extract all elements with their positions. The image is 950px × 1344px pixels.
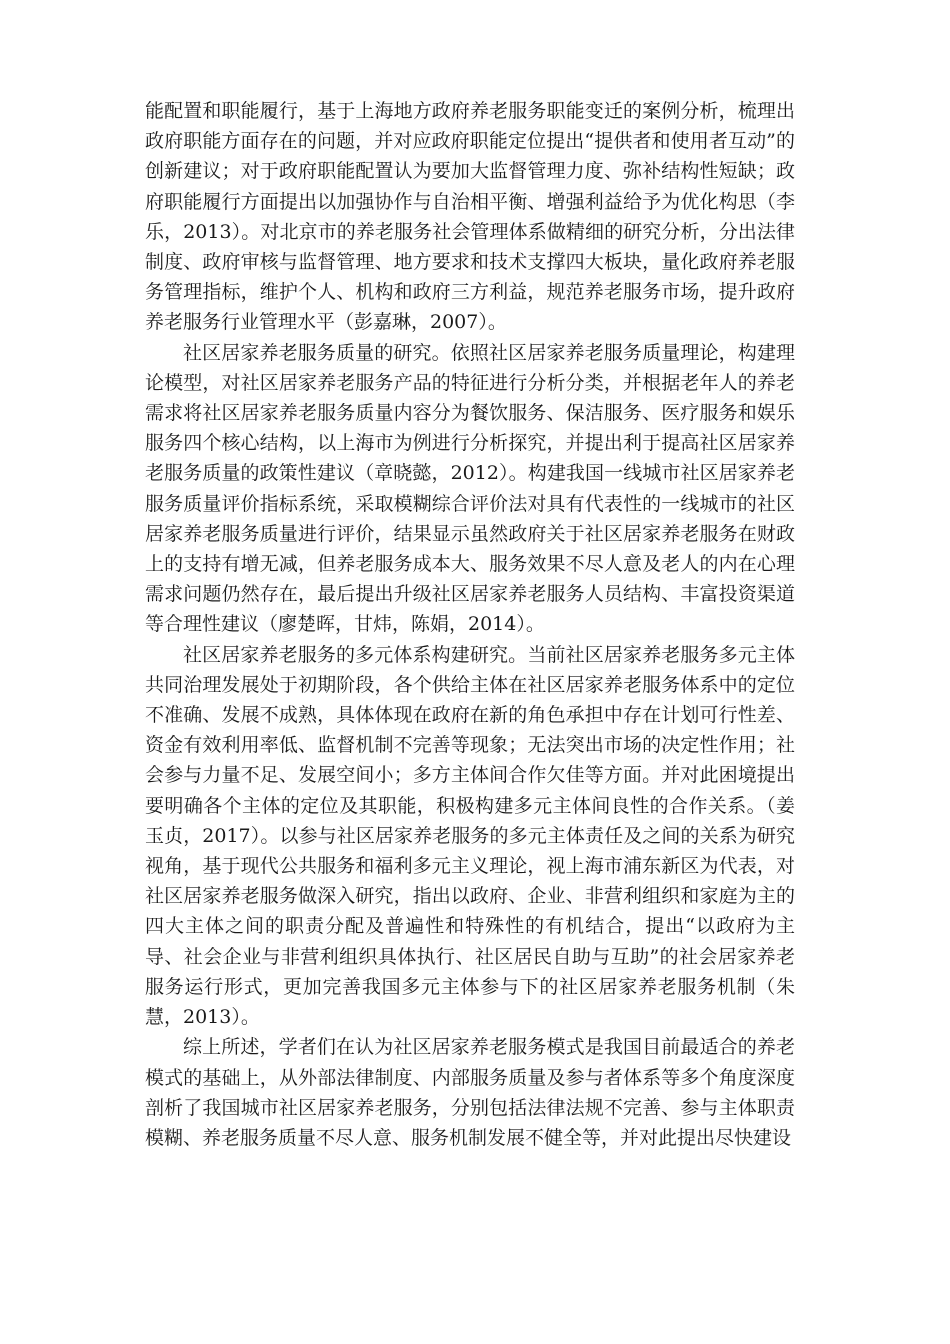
paragraph-multi-actor-system: 社区居家养老服务的多元体系构建研究。当前社区居家养老服务多元主体共同治理发展处于初期阶段，各个供给主体在社区居家养老服务体系中的定位不准确、发展不成熟，具体体现在政府在新的角色承担中存在计划可行性差、资金有效利用率低、监督机制不完善等现象；无法突出市场的决定性作用；社会参与力量不足、发展空间小；多方主体间合作欠佳等方面。并对此困境提出要明确各个主体的定位及其职能，积极构建多元主体间良性的合作关系。（姜玉贞，2017）。以参与社区居家养老服务的多元主体责任及之间的关系为研究视角，基于现代公共服务和福利多元主义理论，视上海市浦东新区为代表，对社区居家养老服务做深入研究，指出以政府、企业、非营利组织和家庭为主的四大主体之间的职责分配及普遍性和特殊性的有机结合，提出“以政府为主导、社会企业与非营利组织具体执行、社区居民自助与互助”的社会居家养老服务运行形式，更加完善我国多元主体参与下的社区居家养老服务机制（朱慧，2013）。	[145, 643, 795, 1029]
document-page	[145, 96, 795, 1153]
paragraph-service-quality: 社区居家养老服务质量的研究。依照社区居家养老服务质量理论，构建理论模型，对社区居家养老服务产品的特征进行分析分类，并根据老年人的养老需求将社区居家养老服务质量内容分为餐饮服务、保洁服务、医疗服务和娱乐服务四个核心结构，以上海市为例进行分析探究，并提出利于提高社区居家养老服务质量的政策性建议（章晓懿，2012）。构建我国一线城市社区居家养老服务质量评价指标系统，采取模糊综合评价法对具有代表性的一线城市的社区居家养老服务质量进行评价，结果显示虽然政府关于社区居家养老服务在财政上的支持有增无减，但养老服务成本大、服务效果不尽人意及老人的内在心理需求问题仍然存在，最后提出升级社区居家养老服务人员结构、丰富投资渠道等合理性建议（廖楚晖，甘炜，陈娟，2014）。	[145, 341, 795, 636]
paragraph-government-functions: 能配置和职能履行，基于上海地方政府养老服务职能变迁的案例分析，梳理出政府职能方面存在的问题，并对应政府职能定位提出“提供者和使用者互动”的创新建议；对于政府职能配置认为要加大监督管理力度、弥补结构性短缺；政府职能履行方面提出以加强协作与自治相平衡、增强利益给予为优化构思（李乐，2013）。对北京市的养老服务社会管理体系做精细的研究分析，分出法律制度、政府审核与监督管理、地方要求和技术支撑四大板块，量化政府养老服务管理指标，维护个人、机构和政府三方利益，规范养老服务市场，提升政府养老服务行业管理水平（彭嘉琳，2007）。	[145, 100, 795, 334]
paragraph-summary: 综上所述，学者们在认为社区居家养老服务模式是我国目前最适合的养老模式的基础上，从外部法律制度、内部服务质量及参与者体系等多个角度深度剖析了我国城市社区居家养老服务，分别包括法律法规不完善、参与主体职责模糊、养老服务质量不尽人意、服务机制发展不健全等，并对此提出尽快建设	[145, 1036, 795, 1149]
